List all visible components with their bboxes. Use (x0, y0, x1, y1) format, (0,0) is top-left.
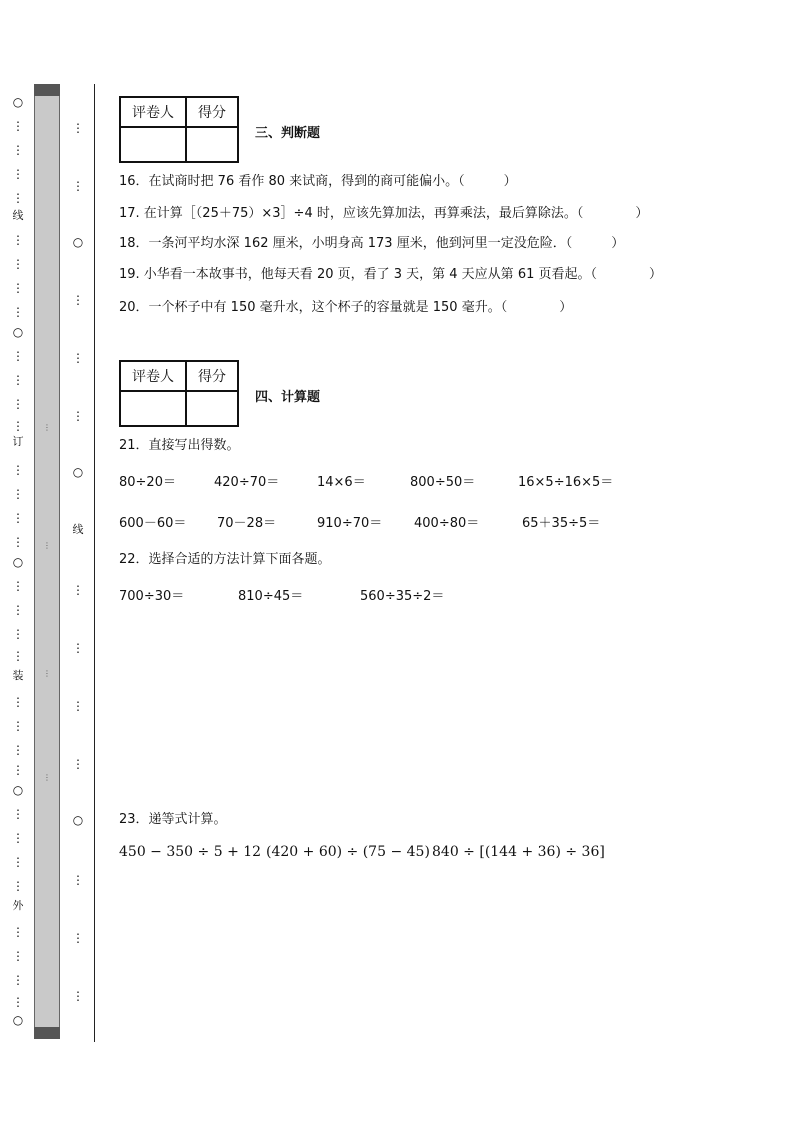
strip-cap-top (34, 84, 60, 96)
question-20: 20．一个杯子中有 150 毫升水，这个杯子的容量就是 150 毫升。（ ） (119, 300, 573, 315)
binding-dots: ⋮ (12, 695, 24, 709)
expression: 910÷70＝ (317, 516, 383, 531)
binding-dots: ⋮ (12, 191, 24, 205)
score-box-reviewer-label: 评卷人 (120, 361, 186, 391)
question-19: 19. 小华看一本故事书，他每天看 20 页，看了 3 天，第 4 天应从第 61 页看起。（ ） (119, 267, 662, 282)
binding-label-zhuang: 装 (12, 669, 24, 682)
binding-dots: ⋮ (72, 409, 84, 423)
binding-label-xian-inner: 线 (72, 523, 84, 536)
binding-dots: ⋮ (12, 603, 24, 617)
binding-dots: ⋮ (72, 757, 84, 771)
question-17: 17. 在计算［（25＋75）×3］÷4 时，应该先算加法，再算乘法，最后算除法。（ ） (119, 206, 649, 221)
expression: 800÷50＝ (410, 475, 476, 490)
question-21-title: 21．直接写出得数。 (119, 438, 240, 453)
binding-dots: ⋮ (12, 763, 24, 777)
binding-dots: ⋮ (12, 349, 24, 363)
binding-circle: ○ (12, 95, 24, 109)
question-18: 18．一条河平均水深 162 厘米，小明身高 173 厘米，他到河里一定没危险．（ ） (119, 236, 625, 251)
binding-dots: ⋮ (72, 121, 84, 135)
binding-circle: ○ (12, 325, 24, 339)
binding-circle: ○ (72, 235, 84, 249)
binding-dots: ⋮ (72, 989, 84, 1003)
score-box-reviewer-cell[interactable] (120, 391, 186, 426)
margin-rule (94, 84, 95, 1042)
expression: 840 ÷ [(144 + 36) ÷ 36] (432, 844, 605, 860)
score-box-score-cell[interactable] (186, 127, 238, 162)
score-box-reviewer-cell[interactable] (120, 127, 186, 162)
binding-dots: ⋮ (12, 419, 24, 433)
binding-dots: ⋮ (72, 931, 84, 945)
binding-dots: ⋮ (12, 487, 24, 501)
question-23-title: 23．递等式计算。 (119, 812, 227, 827)
section-title: 三、判断题 (255, 126, 321, 141)
binding-dots: ⋮ (12, 855, 24, 869)
binding-dots: ⋮ (12, 143, 24, 157)
expression: (420 + 60) ÷ (75 − 45) (266, 844, 430, 860)
expression: 70－28＝ (217, 516, 277, 531)
section-title: 四、计算题 (255, 390, 321, 405)
question-16: 16．在试商时把 76 看作 80 来试商，得到的商可能偏小。（ ） (119, 174, 517, 189)
expression: 80÷20＝ (119, 475, 176, 490)
binding-dots: ⋮ (12, 511, 24, 525)
binding-dots: ⋮ (12, 925, 24, 939)
inner-binding-margin (66, 84, 90, 1044)
binding-dots: ⋮ (12, 233, 24, 247)
binding-dots: ⋮ (12, 649, 24, 663)
binding-label-ding: 订 (12, 435, 24, 448)
binding-label-xian: 线 (12, 209, 24, 222)
binding-dots: ⋮ (12, 719, 24, 733)
score-box-score-label: 得分 (186, 97, 238, 127)
expression: 65＋35÷5＝ (522, 516, 601, 531)
binding-dots: ⋮ (12, 949, 24, 963)
binding-dots: ⋮ (12, 807, 24, 821)
expression: 420÷70＝ (214, 475, 280, 490)
binding-gray-strip (34, 84, 60, 1039)
binding-circle: ○ (72, 813, 84, 827)
score-box-section4 (119, 360, 239, 427)
score-box-score-cell[interactable] (186, 391, 238, 426)
binding-label-wai: 外 (12, 899, 24, 912)
binding-dots: ⋮ (12, 879, 24, 893)
binding-dots: ⋮ (12, 397, 24, 411)
binding-dots: ⋮ (12, 995, 24, 1009)
binding-dots: ⋮ (12, 119, 24, 133)
binding-dots: ⋮ (12, 463, 24, 477)
binding-dots: ⋮ (72, 179, 84, 193)
expression: 16×5÷16×5＝ (518, 475, 614, 490)
binding-dots: ⋮ (72, 641, 84, 655)
binding-dots: ⋮ (12, 281, 24, 295)
score-box-section3 (119, 96, 239, 163)
strip-dots: ⋮ (43, 541, 51, 550)
binding-circle: ○ (12, 783, 24, 797)
outer-binding-margin (8, 84, 28, 1044)
binding-dots: ⋮ (12, 167, 24, 181)
binding-circle: ○ (12, 1013, 24, 1027)
score-box-reviewer-label: 评卷人 (120, 97, 186, 127)
expression: 14×6＝ (317, 475, 366, 490)
expression: 400÷80＝ (414, 516, 480, 531)
binding-dots: ⋮ (12, 579, 24, 593)
strip-dots: ⋮ (43, 773, 51, 782)
binding-circle: ○ (12, 555, 24, 569)
binding-dots: ⋮ (72, 873, 84, 887)
expression: 700÷30＝ (119, 589, 185, 604)
strip-dots: ⋮ (43, 423, 51, 432)
binding-dots: ⋮ (12, 743, 24, 757)
expression: 450 − 350 ÷ 5 + 12 (119, 844, 262, 860)
score-box-score-label: 得分 (186, 361, 238, 391)
binding-circle: ○ (72, 465, 84, 479)
binding-dots: ⋮ (72, 699, 84, 713)
binding-dots: ⋮ (12, 305, 24, 319)
strip-dots: ⋮ (43, 669, 51, 678)
question-22-title: 22．选择合适的方法计算下面各题。 (119, 552, 331, 567)
binding-dots: ⋮ (12, 627, 24, 641)
binding-dots: ⋮ (12, 373, 24, 387)
binding-dots: ⋮ (12, 831, 24, 845)
binding-dots: ⋮ (72, 583, 84, 597)
binding-dots: ⋮ (12, 257, 24, 271)
binding-dots: ⋮ (72, 293, 84, 307)
strip-cap-bottom (34, 1027, 60, 1039)
expression: 560÷35÷2＝ (360, 589, 445, 604)
binding-dots: ⋮ (12, 973, 24, 987)
expression: 810÷45＝ (238, 589, 304, 604)
binding-dots: ⋮ (12, 535, 24, 549)
binding-dots: ⋮ (72, 351, 84, 365)
expression: 600－60＝ (119, 516, 187, 531)
